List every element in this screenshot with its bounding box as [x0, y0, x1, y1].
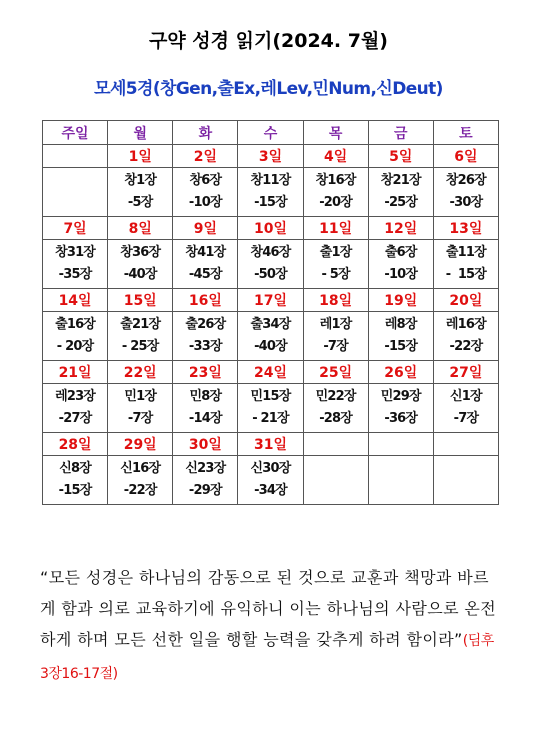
date-cell: 3일 — [238, 145, 303, 168]
reading-text: 민29장 -36장 — [380, 389, 421, 426]
reading-text: 신8장 -15장 — [58, 461, 92, 498]
date-cell: 19일 — [368, 289, 433, 312]
reading-cell — [108, 312, 173, 361]
reading-cell — [108, 456, 173, 505]
reading-cell — [433, 456, 498, 505]
date-cell — [303, 433, 368, 456]
date-cell: 7일 — [43, 217, 108, 240]
reading-cell — [303, 168, 368, 217]
date-cell: 29일 — [108, 433, 173, 456]
date-cell — [433, 433, 498, 456]
reading-cell — [108, 168, 173, 217]
weekday-fri: 금 — [368, 121, 433, 145]
scripture-reference: (딤후3장16-17절) — [40, 633, 494, 682]
reading-text: 창16장 -20장 — [315, 173, 356, 210]
date-cell: 12일 — [368, 217, 433, 240]
reading-text: 출16장 - 20장 — [55, 317, 96, 354]
reading-cell — [173, 456, 238, 505]
date-cell: 6일 — [433, 145, 498, 168]
reading-cell — [238, 312, 303, 361]
reading-text: 출26장 -33장 — [185, 317, 226, 354]
reading-text: 출11장 - 15장 — [445, 245, 487, 282]
reading-cell — [303, 456, 368, 505]
reading-text: 출34장 -40장 — [250, 317, 291, 354]
date-cell: 30일 — [173, 433, 238, 456]
reading-cell — [173, 240, 238, 289]
date-cell: 31일 — [238, 433, 303, 456]
reading-cell — [303, 384, 368, 433]
weekday-sat: 토 — [433, 121, 498, 145]
reading-cell — [238, 456, 303, 505]
reading-text: 신23장 -29장 — [185, 461, 226, 498]
reading-cell — [433, 240, 498, 289]
reading-text: 레16장 -22장 — [445, 317, 486, 354]
reading-cell — [368, 312, 433, 361]
date-cell: 8일 — [108, 217, 173, 240]
date-cell — [43, 145, 108, 168]
date-cell: 16일 — [173, 289, 238, 312]
reading-text: 레8장 -15장 — [384, 317, 418, 354]
reading-text: 창41장 -45장 — [185, 245, 226, 282]
date-row — [43, 145, 499, 168]
reading-text: 신16장 -22장 — [120, 461, 161, 498]
date-cell: 28일 — [43, 433, 108, 456]
date-cell: 4일 — [303, 145, 368, 168]
date-cell: 21일 — [43, 361, 108, 384]
reading-calendar — [42, 120, 499, 505]
reading-cell — [108, 240, 173, 289]
reading-cell — [433, 384, 498, 433]
reading-cell — [43, 168, 108, 217]
weekday-wed: 수 — [238, 121, 303, 145]
reading-text: 창31장 -35장 — [55, 245, 96, 282]
reading-text: 민22장 -28장 — [315, 389, 356, 426]
page-title: 구약 성경 읽기(2024. 7월) — [148, 30, 388, 52]
reading-cell — [303, 312, 368, 361]
reading-cell — [238, 168, 303, 217]
date-cell: 24일 — [238, 361, 303, 384]
weekday-mon: 월 — [108, 121, 173, 145]
reading-cell — [368, 384, 433, 433]
reading-cell — [368, 168, 433, 217]
date-cell: 13일 — [433, 217, 498, 240]
reading-text: 민15장 - 21장 — [250, 389, 291, 426]
reading-row — [43, 240, 499, 289]
reading-cell — [43, 240, 108, 289]
date-cell — [368, 433, 433, 456]
reading-cell — [238, 384, 303, 433]
date-cell: 27일 — [433, 361, 498, 384]
date-row — [43, 217, 499, 240]
reading-text: 민8장 -14장 — [188, 389, 222, 426]
date-row — [43, 433, 499, 456]
reading-cell — [303, 240, 368, 289]
date-cell: 11일 — [303, 217, 368, 240]
reading-text: 창46장 -50장 — [250, 245, 291, 282]
reading-cell — [433, 312, 498, 361]
reading-text: 신1장 -7장 — [450, 389, 482, 426]
reading-text: 창6장 -10장 — [188, 173, 222, 210]
weekday-sun: 주일 — [43, 121, 108, 145]
date-row — [43, 361, 499, 384]
reading-text: 민1장 -7장 — [124, 389, 157, 426]
date-cell: 14일 — [43, 289, 108, 312]
scripture-text: “모든 성경은 하나님의 감동으로 된 것으로 교훈과 책망과 바르게 함과 의로 교육하기에 유익하니 이는 하나님의 사람으로 온전하게 하며 모든 선한 일을 행할 능력을 갖추게 하려 함이라” — [40, 568, 497, 649]
date-cell: 2일 — [173, 145, 238, 168]
date-cell: 23일 — [173, 361, 238, 384]
reading-row — [43, 168, 499, 217]
date-cell: 1일 — [108, 145, 173, 168]
date-cell: 10일 — [238, 217, 303, 240]
date-cell: 25일 — [303, 361, 368, 384]
page-subtitle: 모세5경(창Gen,출Ex,레Lev,민Num,신Deut) — [94, 79, 443, 99]
weekday-thu: 목 — [303, 121, 368, 145]
weekday-tue: 화 — [173, 121, 238, 145]
date-cell: 9일 — [173, 217, 238, 240]
reading-cell — [173, 168, 238, 217]
reading-cell — [433, 168, 498, 217]
reading-text: 레1장 -7장 — [319, 317, 352, 354]
date-cell: 18일 — [303, 289, 368, 312]
reading-text: 출1장 - 5장 — [319, 245, 352, 282]
reading-text: 창1장 -5장 — [124, 173, 157, 210]
date-row — [43, 289, 499, 312]
reading-text: 창36장 -40장 — [120, 245, 161, 282]
reading-cell — [238, 240, 303, 289]
weekday-header-row — [43, 121, 499, 145]
reading-row — [43, 384, 499, 433]
date-cell: 20일 — [433, 289, 498, 312]
date-cell: 5일 — [368, 145, 433, 168]
reading-text: 창11장 -15장 — [250, 173, 291, 210]
date-cell: 17일 — [238, 289, 303, 312]
reading-cell — [43, 456, 108, 505]
reading-text: 창21장 -25장 — [380, 173, 421, 210]
reading-text: 레23장 -27장 — [55, 389, 96, 426]
date-cell: 15일 — [108, 289, 173, 312]
date-cell: 22일 — [108, 361, 173, 384]
reading-text: 출6장 -10장 — [384, 245, 418, 282]
reading-text: 신30장 -34장 — [250, 461, 291, 498]
reading-cell — [173, 384, 238, 433]
date-cell: 26일 — [368, 361, 433, 384]
reading-cell — [173, 312, 238, 361]
reading-row — [43, 312, 499, 361]
reading-cell — [43, 384, 108, 433]
reading-row — [43, 456, 499, 505]
reading-cell — [108, 384, 173, 433]
reading-cell — [43, 312, 108, 361]
reading-cell — [368, 456, 433, 505]
reading-cell — [368, 240, 433, 289]
scripture-quote — [40, 562, 502, 690]
reading-text: 출21장 - 25장 — [120, 317, 161, 354]
reading-text: 창26장 -30장 — [445, 173, 486, 210]
